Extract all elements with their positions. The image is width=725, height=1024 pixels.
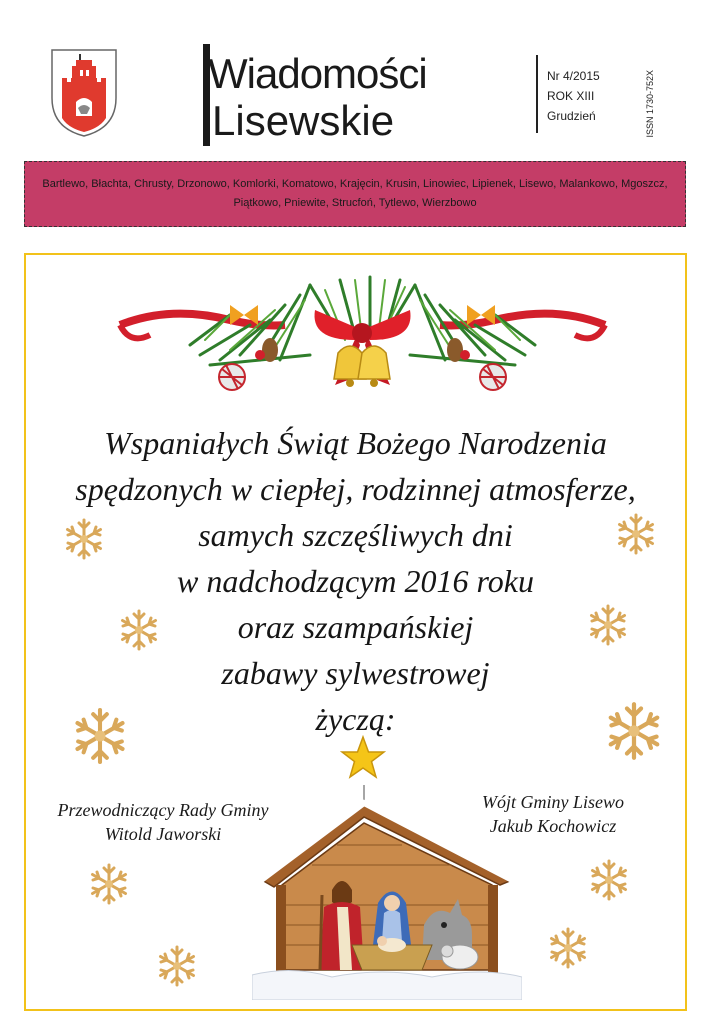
greeting-line-5: oraz szampańskiej (237, 609, 474, 645)
greeting-line-3: samych szczęśliwych dni (198, 517, 513, 553)
coat-of-arms-icon (50, 48, 118, 138)
masthead-title-line2: Lisewskie (212, 97, 395, 144)
issue-info (547, 66, 600, 126)
nativity-icon (252, 785, 522, 1000)
villages-list: Bartlewo, Błachta, Chrusty, Drzonowo, Komlorki, Komatowo, Krajęcin, Krusin, Linowiec, Lipienek, Lisewo, Malankowo, Mgoszcz, Piątkowo, Pniewite, Strucfoń, Tytlewo, Wierzbowo (42, 178, 668, 209)
garland-icon (110, 265, 615, 410)
villages-band (24, 161, 686, 227)
signature-left-name: Witold Jaworski (104, 824, 222, 844)
greeting-line-4: w nadchodzącym 2016 roku (177, 563, 534, 599)
snowflake-icon (87, 862, 131, 906)
snowflake-icon (587, 858, 631, 902)
signature-right-title: Wójt Gminy Lisewo (482, 792, 624, 812)
greeting-line-1: Wspaniałych Świąt Bożego Narodzenia (104, 425, 607, 461)
greeting-line-2: spędzonych w ciepłej, rodzinnej atmosferze, (75, 471, 636, 507)
header-divider (536, 55, 538, 133)
signature-right-name: Jakub Kochowicz (489, 816, 617, 836)
star-icon (340, 735, 386, 781)
snowflake-icon (70, 706, 130, 766)
snowflake-icon (586, 603, 630, 647)
issue-number: Nr 4/2015 (547, 69, 600, 83)
snowflake-icon (603, 700, 665, 762)
snowflake-icon (614, 512, 658, 556)
snowflake-icon (62, 517, 106, 561)
issue-month: Grudzień (547, 109, 596, 123)
signature-left-title: Przewodniczący Rady Gminy (57, 800, 269, 820)
snowflake-icon (117, 608, 161, 652)
issue-volume: ROK XIII (547, 89, 595, 103)
masthead-title-line1: Wiadomości (208, 50, 427, 97)
greeting-text (26, 420, 685, 742)
snowflake-icon (155, 944, 199, 988)
greeting-line-6: zabawy sylwestrowej (221, 655, 490, 691)
greeting-line-7: życzą: (315, 701, 396, 737)
issn-label: ISSN 1730-752X (645, 70, 655, 138)
snowflake-icon (546, 926, 590, 970)
